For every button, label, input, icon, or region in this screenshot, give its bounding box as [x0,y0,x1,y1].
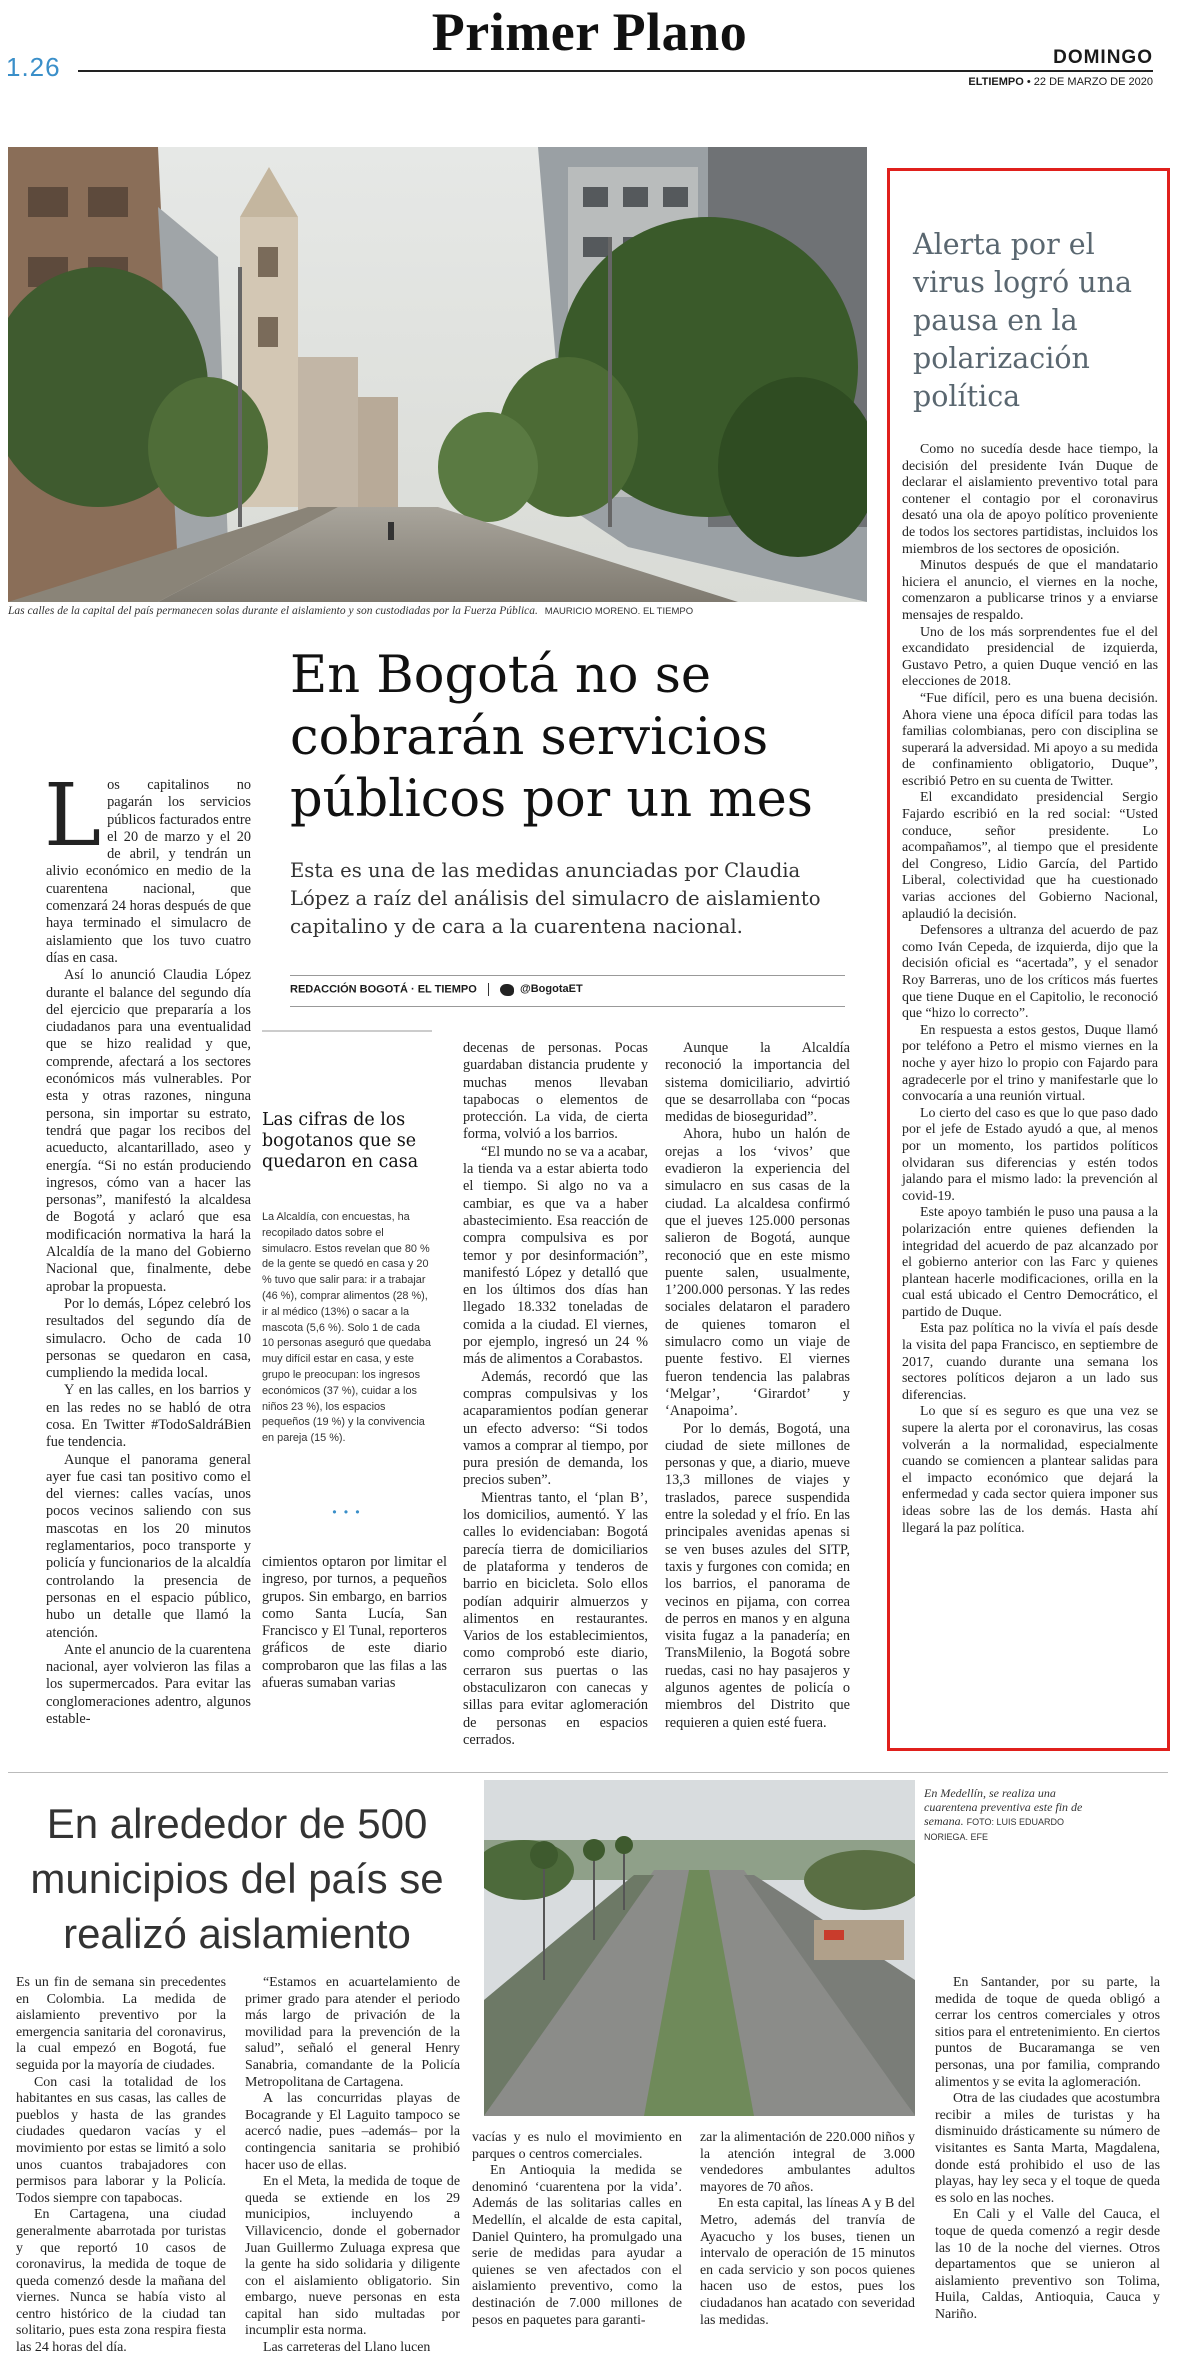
main-col4-p2: Ahora, hubo un halón de orejas a los ‘vivos’ que evadieron la experiencia del simulacro en sus casas de la ciudad. La alcaldesa confirmó que el jueves 125.000 personas salieron de Bogotá, aunque reconoció que en este mismo puente salen, usualmente, 1’200.000 personas. Y las redes sociales delataron el paradero de quienes tomaron el simulacro como un viaje de puente festivo. El viernes fueron tendencia las palabras ‘Melgar’, ‘Girardot’ y ‘Anapoima’. [665,1126,850,1420]
main-subhead: Esta es una de las medidas anunciadas por Claudia López a raíz del análisis del simulacro de aislamiento capitalino y de cara a la cuarentena nacional. [290,859,821,938]
main-headline: En Bogotá no se cobrarán servicios públicos por un mes [290,646,813,829]
main-col1-p5: Aunque el panorama general ayer fue casi tan positivo como el del viernes: calles vacías, unos pocos vecinos saliendo con sus mascotas en los 20 minutos reglamentarios, poco transporte y policía y funcionarios de la alcaldía controlando la presencia de personas en el espacio público, hubo un detalle que llamó la atención. [46,1451,251,1641]
bottom-col-1 [16,1975,226,2357]
main-col1-p1-text: os capitalinos no pagarán los servicios públicos facturados entre el 20 de marzo y el 20 de abril, y tendrán un alivio económico en medio de la cuarentena nacional, que comenzará 24 horas después de que haya terminado el simulacro de aislamiento que los tuvo cuatro días en casa. [46,777,251,966]
sidebar-p3: Uno de los más sorprendentes fue el del excandidato presidencial de izquierda, Gustavo Petro, a quien Duque venció en las elecciones de 2018. [902,624,1158,690]
photo-bogota-street [8,147,867,602]
sidebar-p7: En respuesta a estos gestos, Duque llamó por teléfono a Petro el mismo viernes en la noche y ayer hizo lo propio con Fajardo para agradecerle por el trino y manifestarle que lo convocaría a una reunión virtual. [902,1022,1158,1105]
main-col3-p1: decenas de personas. Pocas guardaban distancia prudente y muchas menos llevaban tapabocas o elementos de protección. La vida, de cierta forma, volvió a los barrios. [463,1040,648,1143]
bottom-col5-p2: Otra de las ciudades que acostumbra recibir a miles de turistas y ha disminuido drásticamente su número de visitantes es Santa Marta, Magdalena, donde está prohibido el uso de las playas, hay ley seca y el toque de queda es solo en las noches. [935,2091,1160,2206]
sidebar-p1: Como no sucedía desde hace tiempo, la decisión del presidente Iván Duque de declarar el aislamiento preventivo total para contener el contagio por el coronavirus desató una ola de apoyo político proveniente de todos los sectores partidistas, incluidos los miembros de los sectores de oposición. [902,442,1158,557]
section-title: Primer Plano [431,2,748,62]
day-label: DOMINGO [1053,47,1153,68]
main-col1-p6: Ante el anuncio de la cuarentena nacional, ayer volvieron las filas a los supermercados. Para evitar las conglomeraciones adentro, algunos estable- [46,1641,251,1728]
sidebar-body [902,442,1158,1537]
main-col1-p4: Y en las calles, en los barrios y en las redes no se habló de otra cosa. En Twitter #TodoSaldráBien fue tendencia. [46,1382,251,1451]
main-col2-p1: cimientos optaron por limitar el ingreso, por turnos, a pequeños grupos. Sin embargo, en barrios como Santa Lucía, San Francisco y El Tunal, reporteros gráficos de este diario comprobaron que las filas a las afueras sumaban varias [262,1554,447,1692]
bottom-photo-credit: FOTO: LUIS EDUARDO NORIEGA. EFE [924,1817,1065,1842]
stats-box-topline [262,1030,432,1032]
sidebar-p8: Lo cierto del caso es que lo que paso dado por el jefe de Estado ayudó a que, al menos por un momento, los partidos políticos olvidaran sus diferencias y estén todos jalando para el mismo lado: la prevención al covid-19. [902,1105,1158,1204]
main-col1-p1 [44,766,251,967]
main-col3-p4: Mientras tanto, el ‘plan B’, los domicilios, aumentó. Y las calles lo evidenciaban: Bogotá parecía tierra de domiciliarios de plataforma y tenderos de barrio en bicicleta. Solo ellos podían adquirir almuerzos y alimentos en restaurantes. Varios de los establecimientos, como comprobó este diario, cerraron sus puertas o las obstaculizaron con canecas y sillas para evitar aglomeración de personas en espacios cerrados. [463,1489,648,1748]
sidebar-p9: Este apoyo también le puso una pausa a la polarización entre quienes defienden la integridad del acuerdo de paz alcanzado por el gobierno anterior con las Farc y quienes plantean hacerle modificaciones, orilla en la cual está ubicado el Centro Democrático, el partido de Duque. [902,1205,1158,1320]
bottom-photo-caption [924,1786,1084,1844]
main-col-1 [44,766,251,1728]
bottom-col4-p1: zar la alimentación de 220.000 niños y la atención integral de 3.000 vendedores ambulantes adultos mayores de 70 años. [700,2130,915,2195]
stats-box-text: La Alcaldía, con encuestas, ha recopilado datos sobre el simulacro. Estos revelan que 80 % de la gente se quedó en casa y 20 % tuvo que salir para: ir a trabajar (46 %), comprar alimentos (28 %), ir al médico (13%) o sacar a la mascota (5,6 %). Solo 1 de cada 10 personas aseguró que quedaba muy difícil estar en casa, y este grupo le preocupan: los ingresos económicos (37 %), cuidar a los niños 23 %), los espacios pequeños (19 %) y la convivencia en pareja (15 %). [262,1211,431,1445]
bottom-photo-caption-text: En Medellín, se realiza una cuarentena preventiva este fin de semana. [924,1786,1083,1828]
sidebar-p5: El excandidato presidencial Sergio Fajardo escribió en la red social: “Usted conduce, señor presidente. Lo acompañamos”, al tiempo que el presidente del Congreso, Lidio García, del Partido Liberal, colectividad que ha cuestionado varias acciones del Gobierno Nacional, aplaudió la decisión. [902,790,1158,922]
main-col-2-bottom [262,1554,447,1692]
bottom-col4-p2: En esta capital, las líneas A y B del Metro, además del tranvía de Ayacucho y los buses, tienen un intervalo de operación de 15 minutos en cada servicio y son pocos quienes hacen uso de estos, pues los ciudadanos han acatado con severidad las medidas. [700,2196,915,2328]
photo-caption-text: Las calles de la capital del país permanecen solas durante el aislamiento y son custodiadas por la Fuerza Pública. [8,605,538,617]
photo-credit: MAURICIO MORENO. EL TIEMPO [544,606,694,617]
twitter-icon [500,984,514,996]
street-illustration [8,147,867,602]
sidebar-p4: “Fue difícil, pero es una buena decisión. Ahora viene una época difícil para todas las familias colombianas, pero con disciplina se superará la adversidad. Mi apoyo a su medida de confinamiento obligatorio, Duque”, escribió Petro en su cuenta de Twitter. [902,690,1158,789]
bottom-col2-p2: A las concurridas playas de Bocagrande y El Laguito tampoco se acercó nadie, pues –además– por la contingencia sanitaria se prohibió hacer uso de ellas. [245,2091,460,2173]
main-col1-p2: Así lo anunció Claudia López durante el balance del segundo día del ejercicio que prepararía a los ciudadanos para una eventualidad que se hizo realidad y que, comprende, afectará a los sectores económicos más vulnerables. Por esta y otras razones, ninguna persona, sin importar su estrato, tendrá que pagar los recibos del acueducto, alcantarillado, aseo y energía. “Si no están produciendo ingresos, cómo van a hacer las personas”, manifestó la alcaldesa de Bogotá y aclaró que esa modificación normativa la hará la Alcaldía de la mano del Gobierno Nacional que, finalmente, debe aprobar la propuesta. [46,967,251,1295]
date-line [968,76,1153,88]
brand-name: ELTIEMPO [968,76,1024,88]
sidebar-p11: Lo que sí es seguro es que una vez se supere la alerta por el coronavirus, las cosas volverán a la normalidad, especialmente cuando se comiencen a plantear salidas para el impacto económico que dejará la enfermedad y cada sector quiera imponer sus ideas sobre las de los demás. Hasta ahí llegará la paz política. [902,1404,1158,1536]
byline-rule [290,975,845,976]
byline-rule-bottom [290,1006,845,1007]
byline-text: REDACCIÓN BOGOTÁ · EL TIEMPO [290,983,477,996]
bottom-col1-p1: Es un fin de semana sin precedentes en Colombia. La medida de aislamiento preventivo por la emergencia sanitaria del coronavirus, la cual empezó en Bogotá, fue seguida por la mayoría de ciudades. [16,1975,226,2073]
bottom-col3-p2: En Antioquia la medida se denominó ‘cuarentena por la vida’. Además de las solitarias calles en Medellín, el alcalde de esta capital, Daniel Quintero, ha promulgado una serie de medidas para ayudar a quienes se ven afectados con el aislamiento preventivo, como la destinación de 7.000 millones de pesos en paquetes para garanti- [472,2163,682,2328]
bottom-headline: En alrededor de 500 municipios del país se realizó aislamiento [30,1800,444,1957]
bottom-col2-p3: En el Meta, la medida de toque de queda se extiende en los 29 municipios, incluyendo a Villavicencio, donde el gobernador Juan Guillermo Zuluaga expresa que la gente ha sido solidaria y diligente con el aislamiento obligatorio. Sin embargo, nueve personas en esta capital han sido multadas por incumplir esta norma. [245,2174,460,2339]
bottom-col-2 [245,1975,460,2357]
photo-top-caption [8,605,867,617]
bottom-col2-p4: Las carreteras del Llano lucen [263,2340,431,2356]
bottom-col5-p1: En Santander, por su parte, la medida de toque de queda obligó a cerrar los centros comerciales y otros sitios para el entretenimiento. En ciertos puntos de Bucaramanga se ven personas, una por familia, comprando alimentos y se evita la aglomeración. [935,1975,1160,2090]
page-number: 1.26 [6,52,61,82]
bottom-col-5 [935,1975,1160,2323]
main-col1-p3: Por lo demás, López celebró los resultados del segundo día de simulacro. Ocho de cada 10 personas se quedaron en casa, cumpliendo la medida local. [46,1295,251,1382]
highway-illustration [484,1780,915,2116]
bottom-col1-p2: Con casi la totalidad de los habitantes en sus casas, las calles de pueblos y hasta de las grandes ciudades quedaron vacías y el movimiento por estas se limitó a solo unos cuantos trabajadores con permisos para laborar y la Policía. Todos siempre con tapabocas. [16,2074,226,2206]
byline [290,983,583,996]
sidebar-p10: Esta paz política no la vivía el país desde la visita del papa Francisco, en septiembre de 2017, cuando durante una semana los sectores políticos dejaron a un lado sus diferencias. [902,1321,1158,1403]
stats-box-title: Las cifras de los bogotanos que se quedaron en casa [262,1110,419,1172]
section-divider [8,1772,1168,1773]
main-col-4 [665,1040,850,1732]
sidebar-headline: Alerta por el virus logró una pausa en la polarización política [913,228,1132,413]
main-col3-p3: Además, recordó que las compras compulsivas y los acaparamientos podían generar un efecto adverso: “Si todos vamos a comprar al tiempo, por pura presión de demanda, los precios suben”. [463,1368,648,1489]
bottom-col5-p3: En Cali y el Valle del Cauca, el toque de queda comenzó a regir desde las 10 de la noche del viernes. Otros departamentos que se unieron al aislamiento preventivo son Tolima, Huila, Caldas, Antioquia, Cauca y Nariño. [935,2207,1160,2322]
bottom-col-3 [472,2130,682,2329]
main-col4-p1: Aunque la Alcaldía reconoció la importancia del sistema domiciliario, advirtió que se desarrollaba con “pocas medidas de bioseguridad”. [665,1040,850,1126]
bottom-col1-p3: En Cartagena, una ciudad generalmente abarrotada por turistas y que reportó 10 casos de coronavirus, la medida de toque de queda comenzó desde la mañana del viernes. Nunca se había visto al centro histórico de la ciudad tan solitario, pues esta zona respira fiesta las 24 horas del día. [16,2207,226,2356]
bottom-col-4 [700,2130,915,2329]
date-text: • 22 DE MARZO DE 2020 [1023,76,1153,88]
bottom-col2-p1: “Estamos en acuartelamiento de primer grado para atender el periodo más largo de privación de la movilidad para la prevención de la salud”, señaló el general Henry Sanabria, comandante de la Policía Metropolitana de Cartagena. [245,1975,460,2090]
drop-cap: L [44,766,102,866]
main-col-3 [463,1040,648,1749]
main-col4-p3: Por lo demás, Bogotá, una ciudad de siete millones de personas y que, a diario, mueve 13,3 millones de viajes y traslados, parece suspendida entre la soledad y el frío. En las principales avenidas apenas si se ven buses azules del SITP, taxis y furgones con comida; en los barrios, el panorama de vecinos en pijama, con correa de perros en manos y en alguna visita fugaz a la panadería; en TransMilenio, la Bogotá sobre ruedas, casi no hay pasajeros y algunos agentes de policía o miembros del Distrito que requieren a quien esté fuera. [665,1420,850,1731]
photo-medellin-highway [484,1780,915,2116]
main-col3-p2: “El mundo no se va a acabar, la tienda va a estar abierta todo el tiempo. Si algo no va a cambiar, es que va a haber abastecimiento. Esa reacción de compra compulsiva es por temor y por desinformación”, manifestó López y detalló que en los últimos dos días han llegado 18.332 toneladas de comida a la ciudad. El viernes, por ejemplo, ingresó un 24 % más de alimentos a Corabastos. [463,1143,648,1368]
sidebar-p2: Minutos después de que el mandatario hiciera el anuncio, el viernes en la noche, comenzaron a publicarse trinos y a enviarse mensajes de respaldo. [902,558,1158,623]
twitter-handle[interactable]: @BogotaET [520,983,583,996]
stats-box-dots: • • • [332,1505,362,1519]
byline-sep [488,983,489,996]
header-rule [78,70,1153,72]
sidebar-p6: Defensores a ultranza del acuerdo de paz como Iván Cepeda, de izquierda, dijo que la decisión oficial es “acertada”, y el senador Roy Barreras, uno de los críticos más fuertes que tiene Duque en el Capitolio, le reconoció que “hizo lo correcto”. [902,923,1158,1022]
bottom-col3-p1: vacías y es nulo el movimiento en parques o centros comerciales. [472,2130,682,2162]
